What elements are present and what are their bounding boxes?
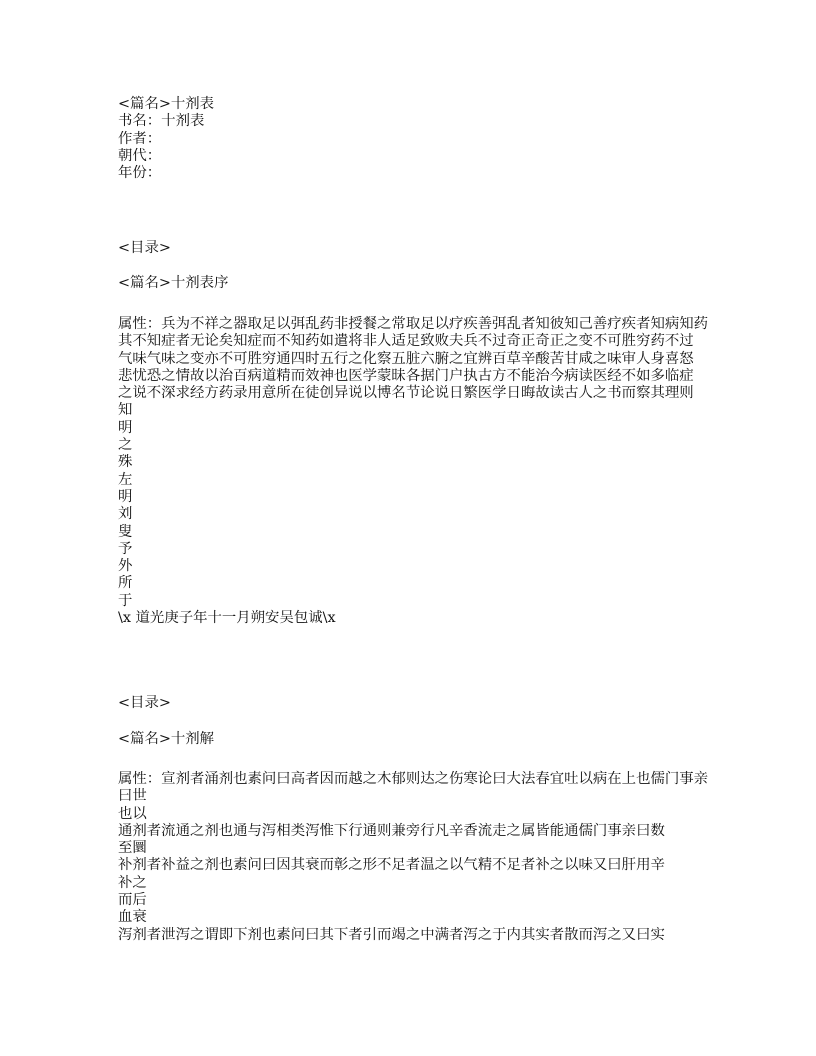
section1-body: [118, 316, 708, 627]
text-line: 也以: [118, 805, 147, 822]
text-line: 之说不深求经方药录用意所在徒创异说以博名节论说日繁医学日晦故读古人之书而察其理则: [118, 385, 694, 402]
text-line: 悲忧恐之情故以治百病道精而效神也医学蒙昧各据门户执古方不能治今病读医经不如多临症: [118, 367, 694, 384]
toc-label-1: <目录>: [118, 240, 171, 256]
text-line: \x 道光庚子年十一月朔安吴包诚\x: [118, 610, 336, 627]
chapter-title-1: <篇名>十剂表序: [118, 275, 229, 291]
chapter-title-2: <篇名>十剂解: [118, 731, 215, 747]
text-line: 属性：兵为不祥之器取足以弭乱药非授餐之常取足以疗疾善弭乱者知彼知己善疗疾者知病知药: [118, 316, 709, 332]
text-line: 补剂者补益之剂也素问曰因其衰而彰之形不足者温之以气精不足者补之以味又曰肝用辛: [118, 857, 665, 874]
text-line: 通剂者流通之剂也通与泻相类泻惟下行通则兼旁行凡辛香流走之属皆能通儒门事亲曰数: [118, 822, 665, 839]
text-line: 泻剂者泄泻之谓即下剂也素问曰其下者引而竭之中满者泻之于内其实者散而泻之又曰实: [118, 926, 665, 943]
author: 作者：: [118, 130, 162, 147]
text-line: 而后: [118, 892, 147, 909]
text-line: 叟: [118, 523, 133, 540]
chapter-title: <篇名>十剂表: [118, 96, 215, 112]
text-line: 其不知症者无论矣知症而不知药如遣将非人适足致败夫兵不过奇正奇正之变不可胜穷药不过: [118, 333, 694, 350]
text-line: 外: [118, 558, 133, 575]
text-line: 属性：宣剂者涌剂也素问曰高者因而越之木郁则达之伤寒论曰大法春宜吐以病在上也儒门事亲: [118, 771, 709, 787]
text-line: 血衰: [118, 909, 147, 926]
text-line: 所: [118, 575, 133, 592]
text-line: 气味气味之变亦不可胜穷通四时五行之化察五脏六腑之宜辨百草辛酸苦甘咸之味审人身喜怒: [118, 350, 694, 367]
text-line: 补之: [118, 874, 147, 891]
document-header: [118, 96, 214, 182]
text-line: 明: [118, 488, 133, 505]
text-line: 殊: [118, 454, 133, 471]
text-line: 予: [118, 540, 133, 557]
dynasty: 朝代：: [118, 147, 162, 164]
text-line: 刘: [118, 506, 133, 523]
toc-label-2: <目录>: [118, 695, 171, 711]
section2-body: [118, 771, 708, 944]
text-line: 明: [118, 419, 133, 436]
text-line: 之: [118, 437, 133, 454]
text-line: 左: [118, 471, 133, 488]
text-line: 知: [118, 402, 133, 419]
text-line: 曰世: [118, 788, 147, 805]
book-name: 书名：十剂表: [118, 113, 205, 130]
text-line: 至圜: [118, 840, 147, 857]
year: 年份：: [118, 165, 162, 182]
text-line: 于: [118, 592, 133, 609]
